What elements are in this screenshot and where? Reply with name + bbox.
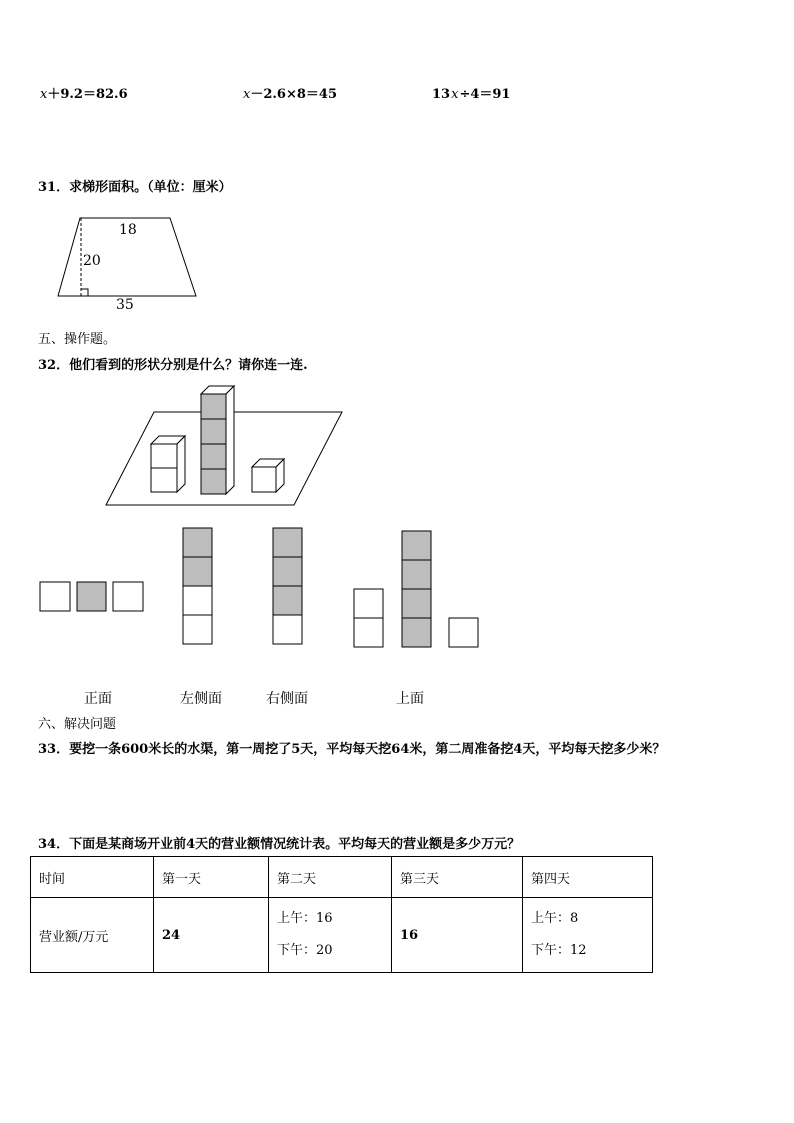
equation-3-prefix: 13 xyxy=(432,87,451,102)
single-cube xyxy=(252,459,284,492)
row-label-revenue: 营业额/万元 xyxy=(31,898,154,973)
q33-title: 33．要挖一条600米长的水渠，第一周挖了5天，平均每天挖64米，第二周准备挖4天，平均每天挖多少米？ xyxy=(38,742,666,757)
equation-1-variable: x xyxy=(40,87,48,102)
q34-title: 34．下面是某商场开业前4天的营业额情况统计表。平均每天的营业额是多少万元？ xyxy=(38,837,521,852)
view-option-row[interactable] xyxy=(40,582,143,611)
equation-3-variable: x xyxy=(451,87,459,102)
cell-day2-pm: 下午：20 xyxy=(277,943,333,958)
trapezoid-height-label: 20 xyxy=(83,253,101,269)
header-cell-day4: 第四天 xyxy=(523,857,653,898)
cell-day4-am: 上午：8 xyxy=(531,911,579,926)
view-label-right: 右侧面 xyxy=(266,691,308,707)
cell-day1-value: 24 xyxy=(154,898,269,973)
equation-2-variable: x xyxy=(243,87,251,102)
equation-3-rest: ÷4＝91 xyxy=(459,87,511,102)
right-angle-mark xyxy=(81,289,88,296)
tall-cube-stack xyxy=(201,386,234,494)
header-cell-time: 时间 xyxy=(31,857,154,898)
view-label-front: 正面 xyxy=(84,691,112,707)
left-cube-stack xyxy=(151,436,185,492)
cell-day2-am: 上午：16 xyxy=(277,911,333,926)
header-cell-day1: 第一天 xyxy=(154,857,269,898)
trapezoid-bottom-label: 35 xyxy=(116,297,134,310)
equation-2 xyxy=(243,83,337,102)
q31-title: 31．求梯形面积。（单位：厘米） xyxy=(38,180,232,195)
equation-3 xyxy=(432,83,510,102)
revenue-table xyxy=(30,856,653,973)
trapezoid-top-label: 18 xyxy=(119,222,137,238)
cell-day4-pm: 下午：12 xyxy=(531,943,587,958)
view-options-figure xyxy=(36,525,486,655)
view-label-top: 上面 xyxy=(396,691,424,707)
view-option-front-layout[interactable] xyxy=(354,531,478,647)
equation-1 xyxy=(40,83,128,102)
table-row xyxy=(31,898,653,973)
section-5-heading: 五、操作题。 xyxy=(38,332,117,347)
cell-day4-values xyxy=(523,898,653,973)
table-header-row xyxy=(31,857,653,898)
section-6-heading: 六、解决问题 xyxy=(38,717,117,732)
view-label-left: 左侧面 xyxy=(180,691,222,707)
equation-2-rest: －2.6×8＝45 xyxy=(250,87,337,102)
cube-scene-figure xyxy=(100,380,350,510)
cell-day2-values xyxy=(269,898,392,973)
cell-day3-value: 16 xyxy=(392,898,523,973)
q32-title: 32．他们看到的形状分别是什么？请你连一连. xyxy=(38,358,308,373)
header-cell-day2: 第二天 xyxy=(269,857,392,898)
equation-1-rest: ＋9.2＝82.6 xyxy=(47,87,128,102)
view-option-two-gray-column[interactable] xyxy=(183,528,212,644)
trapezoid-figure xyxy=(50,210,210,310)
header-cell-day3: 第三天 xyxy=(392,857,523,898)
view-option-three-gray-column[interactable] xyxy=(273,528,302,644)
